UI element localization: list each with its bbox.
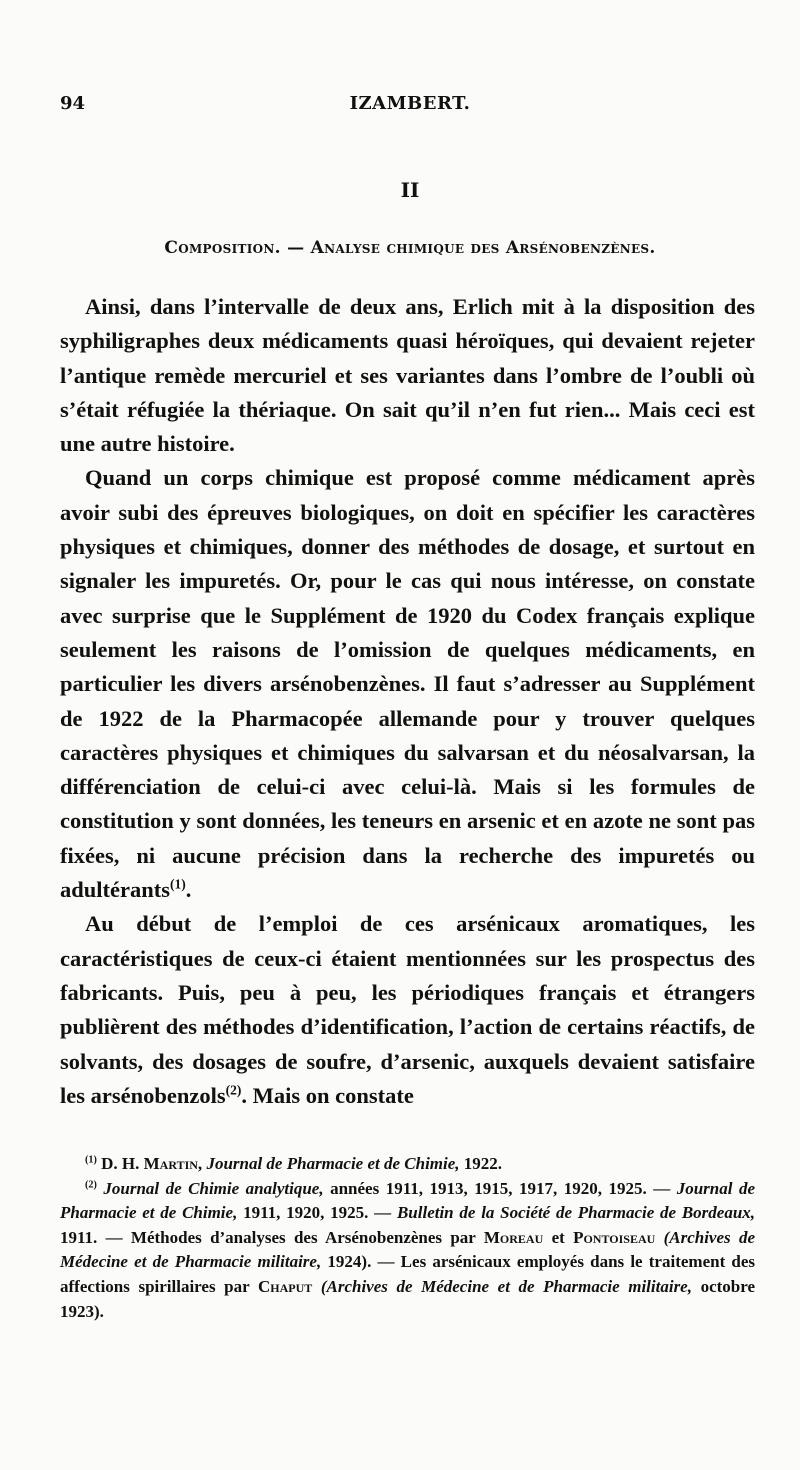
section-number: II: [400, 178, 420, 202]
footnote-1-mark: (1): [85, 1154, 97, 1166]
footnote-1: [60, 1152, 755, 1177]
fn2-journal-5: (Archives de Médecine et de Pharmacie militaire,: [320, 1276, 692, 1296]
fn2-author-3: Chaput: [257, 1276, 313, 1296]
fn2-text-2: 1911, 1920, 1925. —: [243, 1203, 392, 1223]
paragraph-1: Ainsi, dans l’intervalle de deux ans, Erlich mit à la disposition des syphiligraphes deux médicaments quasi héroïques, qui devaient rejeter l’antique remède mercuriel et ses variantes dans l’ombre de l’oubli où s’était réfugiée la thériaque. On sait qu’il n’en fut rien... Mais ceci est une autre histoire.: [60, 294, 755, 457]
footnote-2: [60, 1177, 755, 1325]
paragraph-3-text: Au début de l’emploi de ces arsénicaux aromatiques, les caractéristiques de ceux-ci étaient mentionnées sur les prospectus des fabricants. Puis, peu à peu, les périodiques français et étrangers publièrent des méthodes d’identification, l’action de certains réactifs, de solvants, des dosages de soufre, d’arsenic, auxquels devaient satisfaire les arsénobenzols: [60, 911, 755, 1108]
body-text: [60, 290, 755, 1113]
page-number: 94: [60, 93, 86, 114]
footnote-1-author: D. H. Martin,: [101, 1154, 203, 1173]
note-ref-1: (1): [170, 876, 186, 892]
fn2-text-1: années 1911, 1913, 1915, 1917, 1920, 1925. —: [330, 1178, 671, 1198]
fn2-journal-4: (Archives de Médecine et de Pharmacie militaire,: [60, 1227, 755, 1272]
note-ref-2: (2): [225, 1082, 242, 1098]
paragraph-3: Au début de l’emploi de ces arsénicaux aromatiques, les caractéristiques de ceux-ci étaient mentionnées sur les prospectus des fabricants. Puis, peu à peu, les périodiques français et étrangers publièrent des méthodes d’identification, l’action de certains réactifs, de solvants, des dosages de soufre, d’arsenic, auxquels devaient satisfaire les arsénobenzols$^{(2)}$. Mais on constate: [60, 911, 755, 1108]
fn2-text-6: octobre 1923).: [60, 1276, 756, 1321]
fn2-text-4: et: [551, 1227, 565, 1247]
fn2-journal-1: Journal de Chimie analytique,: [103, 1178, 324, 1198]
running-title: IZAMBERT.: [349, 93, 471, 114]
paragraph-2: Quand un corps chimique est proposé comme médicament après avoir subi des épreuves biologiques, on doit en spécifier les caractères physiques et chimiques, donner des méthodes de dosage, et surtout en signaler les impuretés. Or, pour le cas qui nous intéresse, on constate avec surprise que le Supplément de 1920 du Codex français explique seulement les raisons de l’omission de quelques médicaments, en particulier les divers arsénobenzènes. Il faut s’adresser au Supplément de 1922 de la Pharmacopée allemande pour y trouver quelques caractères physiques et chimiques du salvarsan et du néosalvarsan, la différenciation de celui-ci avec celui-là. Mais si les formules de constitution y sont données, les teneurs en arsenic et en azote ne sont pas fixées, ni aucune précision dans la recherche des impuretés ou adultérants$^{(1)}$.: [60, 465, 755, 903]
fn2-text-5: 1924). — Les arsénicaux employés dans le traitement des affections spirillaires par: [60, 1252, 756, 1296]
footnote-1-journal: Journal de Pharmacie et de Chimie,: [206, 1154, 460, 1173]
footnote-1-year: 1922.: [463, 1154, 503, 1173]
fn2-author-2: Pontoiseau: [573, 1227, 656, 1247]
footnote-2-mark: (2): [85, 1178, 97, 1190]
section-title: Composition. — Analyse chimique des Arsénobenzènes.: [164, 238, 656, 258]
fn2-author-1: Moreau: [483, 1227, 544, 1247]
fn2-text-3: 1911. — Méthodes d’analyses des Arsénobenzènes par: [60, 1227, 476, 1247]
fn2-journal-3: Bulletin de la Société de Pharmacie de Bordeaux,: [396, 1203, 756, 1223]
fn2-journal-2: Journal de Pharmacie et de Chimie,: [60, 1178, 756, 1223]
footnotes: [60, 1152, 755, 1324]
paragraph-3-tail: Mais on constate: [247, 1082, 414, 1108]
paragraph-2-text: Quand un corps chimique est proposé comme médicament après avoir subi des épreuves biologiques, on doit en spécifier les caractères physiques et chimiques, donner des méthodes de dosage, et surtout en signaler les impuretés. Or, pour le cas qui nous intéresse, on constate avec surprise que le Supplément de 1920 du Codex français explique seulement les raisons de l’omission de quelques médicaments, en particulier les divers arsénobenzènes. Il faut s’adresser au Supplément de 1922 de la Pharmacopée allemande pour y trouver quelques caractères physiques et chimiques du salvarsan et du néosalvarsan, la différenciation de celui-ci avec celui-là. Mais si les formules de constitution y sont données, les teneurs en arsenic et en azote ne sont pas fixées, ni aucune précision dans la recherche des impuretés ou adultérants: [60, 465, 755, 903]
